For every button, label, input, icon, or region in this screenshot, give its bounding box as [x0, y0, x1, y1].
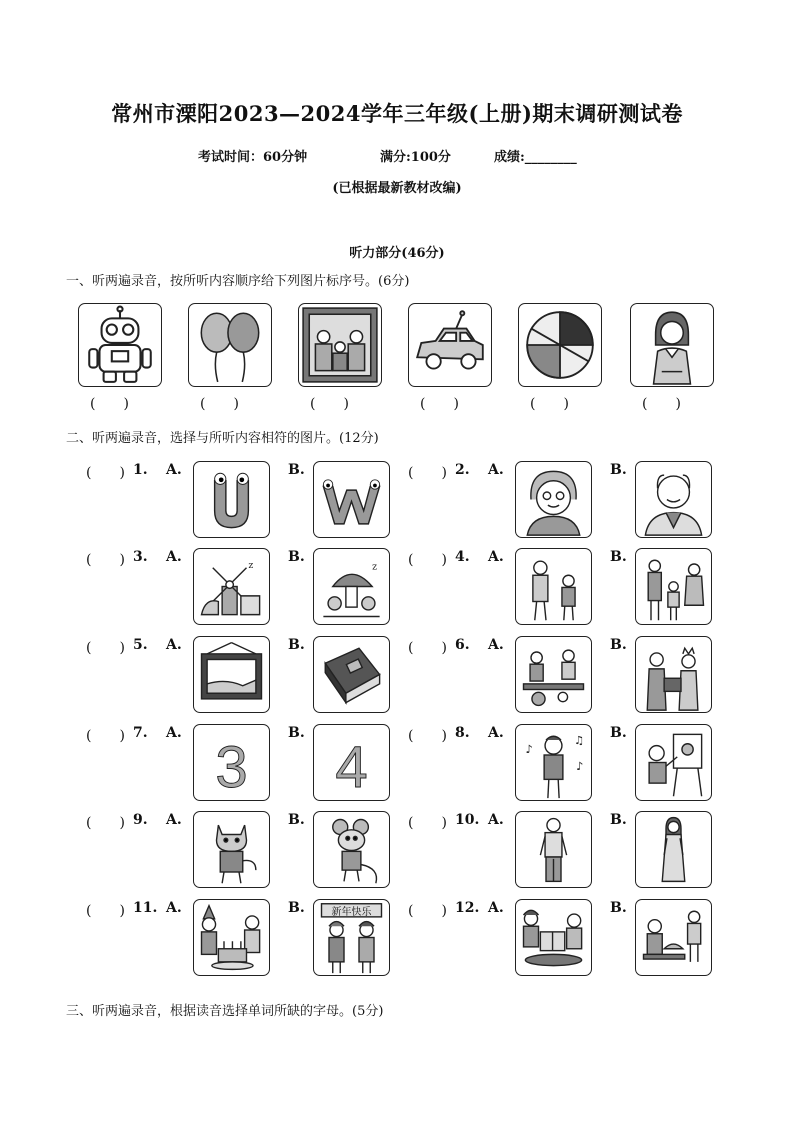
q9-label-a: A.: [166, 812, 182, 828]
q5-label-a: A.: [166, 637, 182, 653]
q3-option-b-picture: [313, 548, 390, 625]
q8-option-b-picture: [635, 724, 712, 801]
exam-time: 考试时间：60分钟: [198, 150, 308, 165]
q11-answer-blank[interactable]: ( ): [86, 903, 125, 919]
q10-answer-blank[interactable]: ( ): [408, 815, 447, 831]
answer-blank-4[interactable]: ( ): [420, 396, 459, 412]
q9-number: 9.: [133, 812, 148, 828]
q5-label-b: B.: [288, 637, 305, 653]
q3-answer-blank[interactable]: ( ): [86, 552, 125, 568]
q6-option-b-picture: [635, 636, 712, 713]
section3-heading: 三、听两遍录音，根据读音选择单词所缺的字母。(5分): [66, 1004, 384, 1019]
q6-label-a: A.: [488, 637, 504, 653]
q8-label-b: B.: [610, 725, 627, 741]
q1-label-b: B.: [288, 462, 305, 478]
q10-label-a: A.: [488, 812, 504, 828]
q7-label-a: A.: [166, 725, 182, 741]
q12-answer-blank[interactable]: ( ): [408, 903, 447, 919]
q1-label-a: A.: [166, 462, 182, 478]
q4-label-a: A.: [488, 549, 504, 565]
q4-number: 4.: [455, 549, 470, 565]
answer-blank-2[interactable]: ( ): [200, 396, 239, 412]
toy-car-picture: [408, 303, 492, 387]
q12-option-a-picture: [515, 899, 592, 976]
q9-answer-blank[interactable]: ( ): [86, 815, 125, 831]
q2-label-b: B.: [610, 462, 627, 478]
q3-label-a: A.: [166, 549, 182, 565]
robot-picture: [78, 303, 162, 387]
q5-number: 5.: [133, 637, 148, 653]
ball-picture: [518, 303, 602, 387]
q11-option-a-picture: [193, 899, 270, 976]
q4-label-b: B.: [610, 549, 627, 565]
q6-option-a-picture: [515, 636, 592, 713]
q11-number: 11.: [133, 900, 158, 916]
q10-option-a-picture: [515, 811, 592, 888]
svg-text:♫: ♫: [574, 733, 585, 747]
q5-option-b-picture: [313, 636, 390, 713]
q6-answer-blank[interactable]: ( ): [408, 640, 447, 656]
answer-blank-5[interactable]: ( ): [530, 396, 569, 412]
q7-number: 7.: [133, 725, 148, 741]
svg-text:♪: ♪: [525, 743, 533, 757]
q8-label-a: A.: [488, 725, 504, 741]
q12-label-a: A.: [488, 900, 504, 916]
svg-text:4: 4: [335, 734, 368, 800]
q9-label-b: B.: [288, 812, 305, 828]
q4-answer-blank[interactable]: ( ): [408, 552, 447, 568]
svg-text:z: z: [248, 559, 254, 571]
section1-heading: 一、听两遍录音，按所听内容顺序给下列图片标序号。(6分): [66, 274, 410, 289]
q10-number: 10.: [455, 812, 480, 828]
q2-answer-blank[interactable]: ( ): [408, 465, 447, 481]
q1-answer-blank[interactable]: ( ): [86, 465, 125, 481]
q4-option-b-picture: [635, 548, 712, 625]
q7-option-b-picture: [313, 724, 390, 801]
q6-number: 6.: [455, 637, 470, 653]
q12-number: 12.: [455, 900, 480, 916]
q2-option-b-picture: [635, 461, 712, 538]
answer-blank-1[interactable]: ( ): [90, 396, 129, 412]
q3-number: 3.: [133, 549, 148, 565]
q9-option-a-picture: [193, 811, 270, 888]
q2-number: 2.: [455, 462, 470, 478]
q12-option-b-picture: [635, 899, 712, 976]
svg-text:z: z: [372, 561, 378, 573]
result-field: 成绩:________: [494, 150, 577, 165]
q2-option-a-picture: [515, 461, 592, 538]
q10-option-b-picture: [635, 811, 712, 888]
q8-answer-blank[interactable]: ( ): [408, 728, 447, 744]
q7-label-b: B.: [288, 725, 305, 741]
family-photo-picture: [298, 303, 382, 387]
q1-option-a-picture: [193, 461, 270, 538]
new-year-sign-text: 新年快乐: [331, 907, 372, 918]
edition-note: (已根据最新教材改编): [332, 181, 462, 196]
q7-option-a-picture: [193, 724, 270, 801]
girl-picture: [630, 303, 714, 387]
q3-option-a-picture: [193, 548, 270, 625]
q5-answer-blank[interactable]: ( ): [86, 640, 125, 656]
answer-blank-6[interactable]: ( ): [642, 396, 681, 412]
balloons-picture: [188, 303, 272, 387]
q7-answer-blank[interactable]: ( ): [86, 728, 125, 744]
q11-option-b-picture: [313, 899, 390, 976]
q5-option-a-picture: [193, 636, 270, 713]
full-score: 满分:100分: [380, 150, 451, 165]
q12-label-b: B.: [610, 900, 627, 916]
q10-label-b: B.: [610, 812, 627, 828]
q3-label-b: B.: [288, 549, 305, 565]
svg-text:3: 3: [215, 734, 248, 800]
q8-option-a-picture: [515, 724, 592, 801]
q8-number: 8.: [455, 725, 470, 741]
listening-part-heading: 听力部分(46分): [349, 246, 445, 261]
page-title: 常州市溧阳2023—2024学年三年级(上册)期末调研测试卷: [111, 101, 683, 126]
section2-heading: 二、听两遍录音，选择与所听内容相符的图片。(12分): [66, 431, 379, 446]
q11-label-b: B.: [288, 900, 305, 916]
q1-option-b-picture: [313, 461, 390, 538]
q6-label-b: B.: [610, 637, 627, 653]
q4-option-a-picture: [515, 548, 592, 625]
svg-text:♪: ♪: [576, 760, 584, 773]
q2-label-a: A.: [488, 462, 504, 478]
q1-number: 1.: [133, 462, 148, 478]
answer-blank-3[interactable]: ( ): [310, 396, 349, 412]
q9-option-b-picture: [313, 811, 390, 888]
q11-label-a: A.: [166, 900, 182, 916]
